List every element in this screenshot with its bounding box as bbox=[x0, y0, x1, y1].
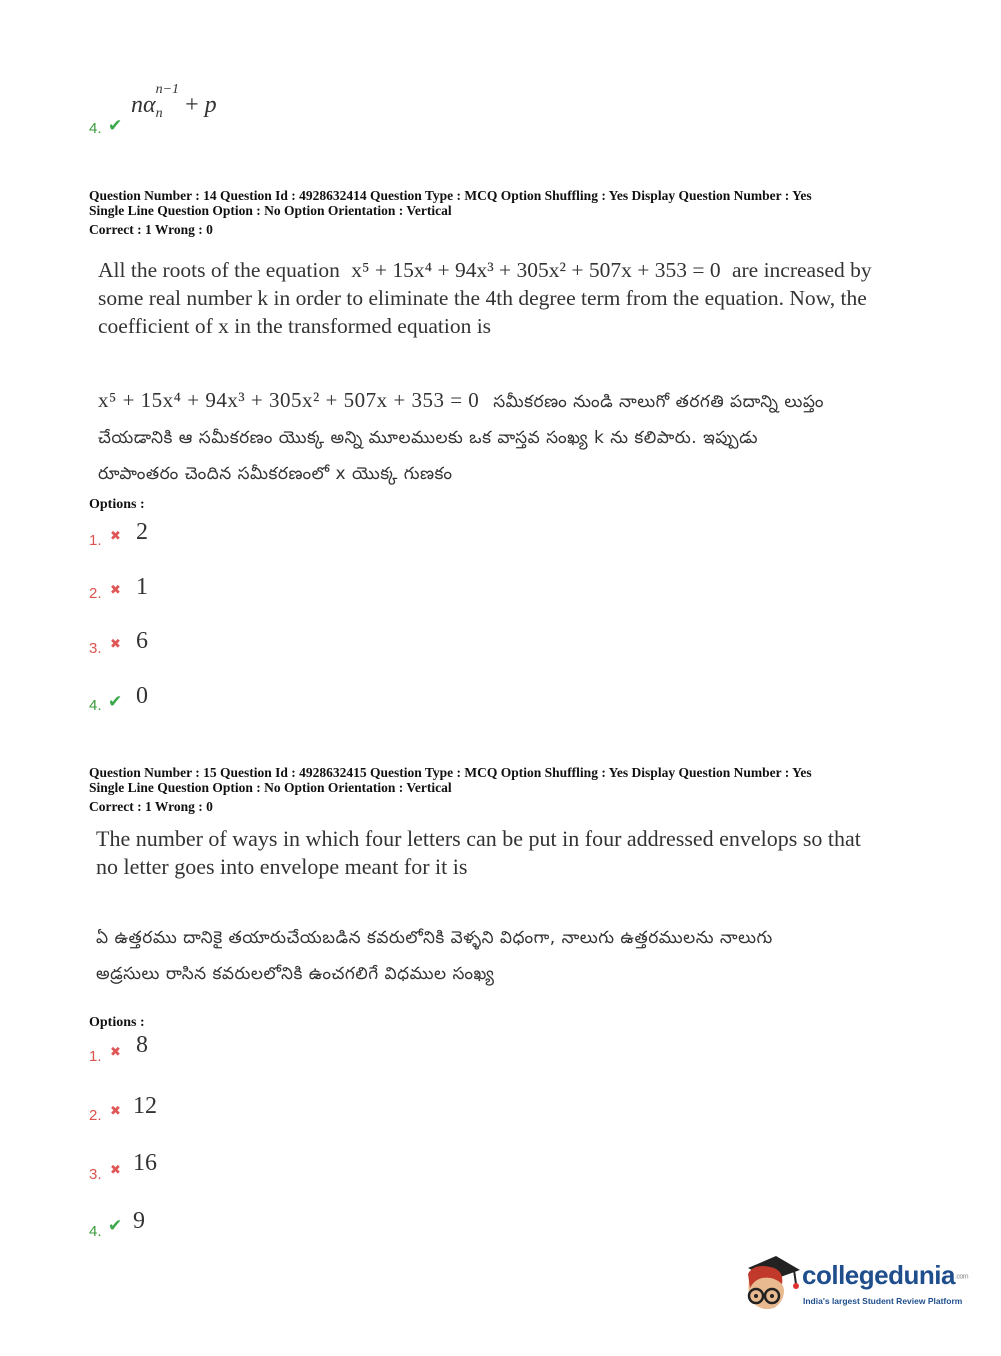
option-number: 3. bbox=[89, 640, 102, 657]
wrong-cross-icon: ✖ bbox=[110, 1045, 121, 1060]
wrong-cross-icon: ✖ bbox=[110, 1104, 121, 1119]
q14-text-te bbox=[98, 382, 898, 492]
q15-meta-line2: Single Line Question Option : No Option Orientation : Vertical bbox=[89, 780, 452, 795]
option-value: 2 bbox=[136, 519, 148, 545]
wrong-cross-icon: ✖ bbox=[110, 529, 121, 544]
q14-meta-line1: Question Number : 14 Question Id : 4928632414 Question Type : MCQ Option Shuffling : Yes Display Question Number : Yes bbox=[89, 188, 812, 203]
correct-check-icon: ✔ bbox=[108, 116, 123, 136]
wrong-cross-icon: ✖ bbox=[110, 637, 121, 652]
q15-text-te-1: ఏ ఉత్తరము దానికై తయారుచేయబడిన కవరులోనికి వెళ్ళని విధంగా, నాలుగు ఉత్తరములను నాలుగు bbox=[96, 928, 773, 948]
q14-correct-wrong: Correct : 1 Wrong : 0 bbox=[89, 222, 213, 237]
correct-check-icon: ✔ bbox=[108, 692, 123, 712]
q15-correct-wrong: Correct : 1 Wrong : 0 bbox=[89, 799, 213, 814]
q15-text-te-2: అడ్రసులు రాసిన కవరులలోనికి ఉంచగలిగే విధముల సంఖ్య bbox=[96, 964, 495, 984]
collegedunia-logo bbox=[740, 1250, 980, 1320]
q14-options-label: Options : bbox=[89, 497, 145, 512]
q15-text-en-2: no letter goes into envelope meant for it is bbox=[96, 854, 468, 879]
q14-meta-line2: Single Line Question Option : No Option Orientation : Vertical bbox=[89, 203, 452, 218]
q14-text-en-2: are increased by bbox=[731, 258, 872, 282]
q15-meta-line1: Question Number : 15 Question Id : 4928632415 Question Type : MCQ Option Shuffling : Yes Display Question Number : Yes bbox=[89, 765, 812, 780]
prev-option-formula: nα n $^{n-1}$ + p bbox=[131, 82, 217, 121]
option-value: 12 bbox=[133, 1093, 157, 1119]
logo-tagline: India's largest Student Review Platform bbox=[803, 1296, 963, 1306]
option-value: 8 bbox=[136, 1032, 148, 1058]
option-number: 4. bbox=[89, 697, 102, 714]
option-number: 4. bbox=[89, 1223, 102, 1240]
option-number: 2. bbox=[89, 1107, 102, 1124]
logo-name: collegedunia bbox=[802, 1260, 955, 1290]
prev-option-number: 4. bbox=[89, 120, 102, 137]
option-value: 9 bbox=[133, 1208, 145, 1234]
q14-equation-te: x⁵ + 15x⁴ + 94x³ + 305x² + 507x + 353 = 0 bbox=[98, 388, 480, 412]
q14-text-en-3: some real number k in order to eliminate the 4th degree term from the equation. Now, the bbox=[98, 286, 867, 310]
q14-equation: x⁵ + 15x⁴ + 94x³ + 305x² + 507x + 353 = 0 bbox=[351, 258, 721, 282]
option-value: 0 bbox=[136, 683, 148, 709]
correct-check-icon: ✔ bbox=[108, 1216, 123, 1236]
q14-text-te-2: చేయడానికి ఆ సమీకరణం యొక్క అన్ని మూలములకు ఒక వాస్తవ సంఖ్య k ను కలిపారు. ఇప్పుడు bbox=[98, 428, 759, 448]
q15-text-te bbox=[96, 920, 916, 992]
option-number: 1. bbox=[89, 532, 102, 549]
wrong-cross-icon: ✖ bbox=[110, 1163, 121, 1178]
mascot-icon bbox=[740, 1250, 802, 1316]
q15-text-en bbox=[96, 825, 916, 881]
q14-text-te-3: రూపాంతరం చెందిన సమీకరణంలో x యొక్క గుణకం bbox=[98, 464, 453, 484]
q14-text-en bbox=[98, 256, 898, 340]
q14-text-en-4: coefficient of x in the transformed equation is bbox=[98, 314, 492, 338]
option-number: 3. bbox=[89, 1166, 102, 1183]
option-value: 16 bbox=[133, 1150, 157, 1176]
option-number: 1. bbox=[89, 1048, 102, 1065]
option-value: 1 bbox=[136, 574, 148, 600]
option-value: 6 bbox=[136, 628, 148, 654]
wrong-cross-icon: ✖ bbox=[110, 583, 121, 598]
q14-text-en-1: All the roots of the equation bbox=[98, 258, 340, 282]
q15-text-en-1: The number of ways in which four letters can be put in four addressed envelops so that bbox=[96, 826, 861, 851]
q15-options-label: Options : bbox=[89, 1015, 145, 1030]
logo-suffix: .com bbox=[954, 1273, 969, 1281]
q14-text-te-1: సమీకరణం నుండి నాలుగో తరగతి పదాన్ని లుప్తం bbox=[493, 392, 825, 412]
option-number: 2. bbox=[89, 585, 102, 602]
